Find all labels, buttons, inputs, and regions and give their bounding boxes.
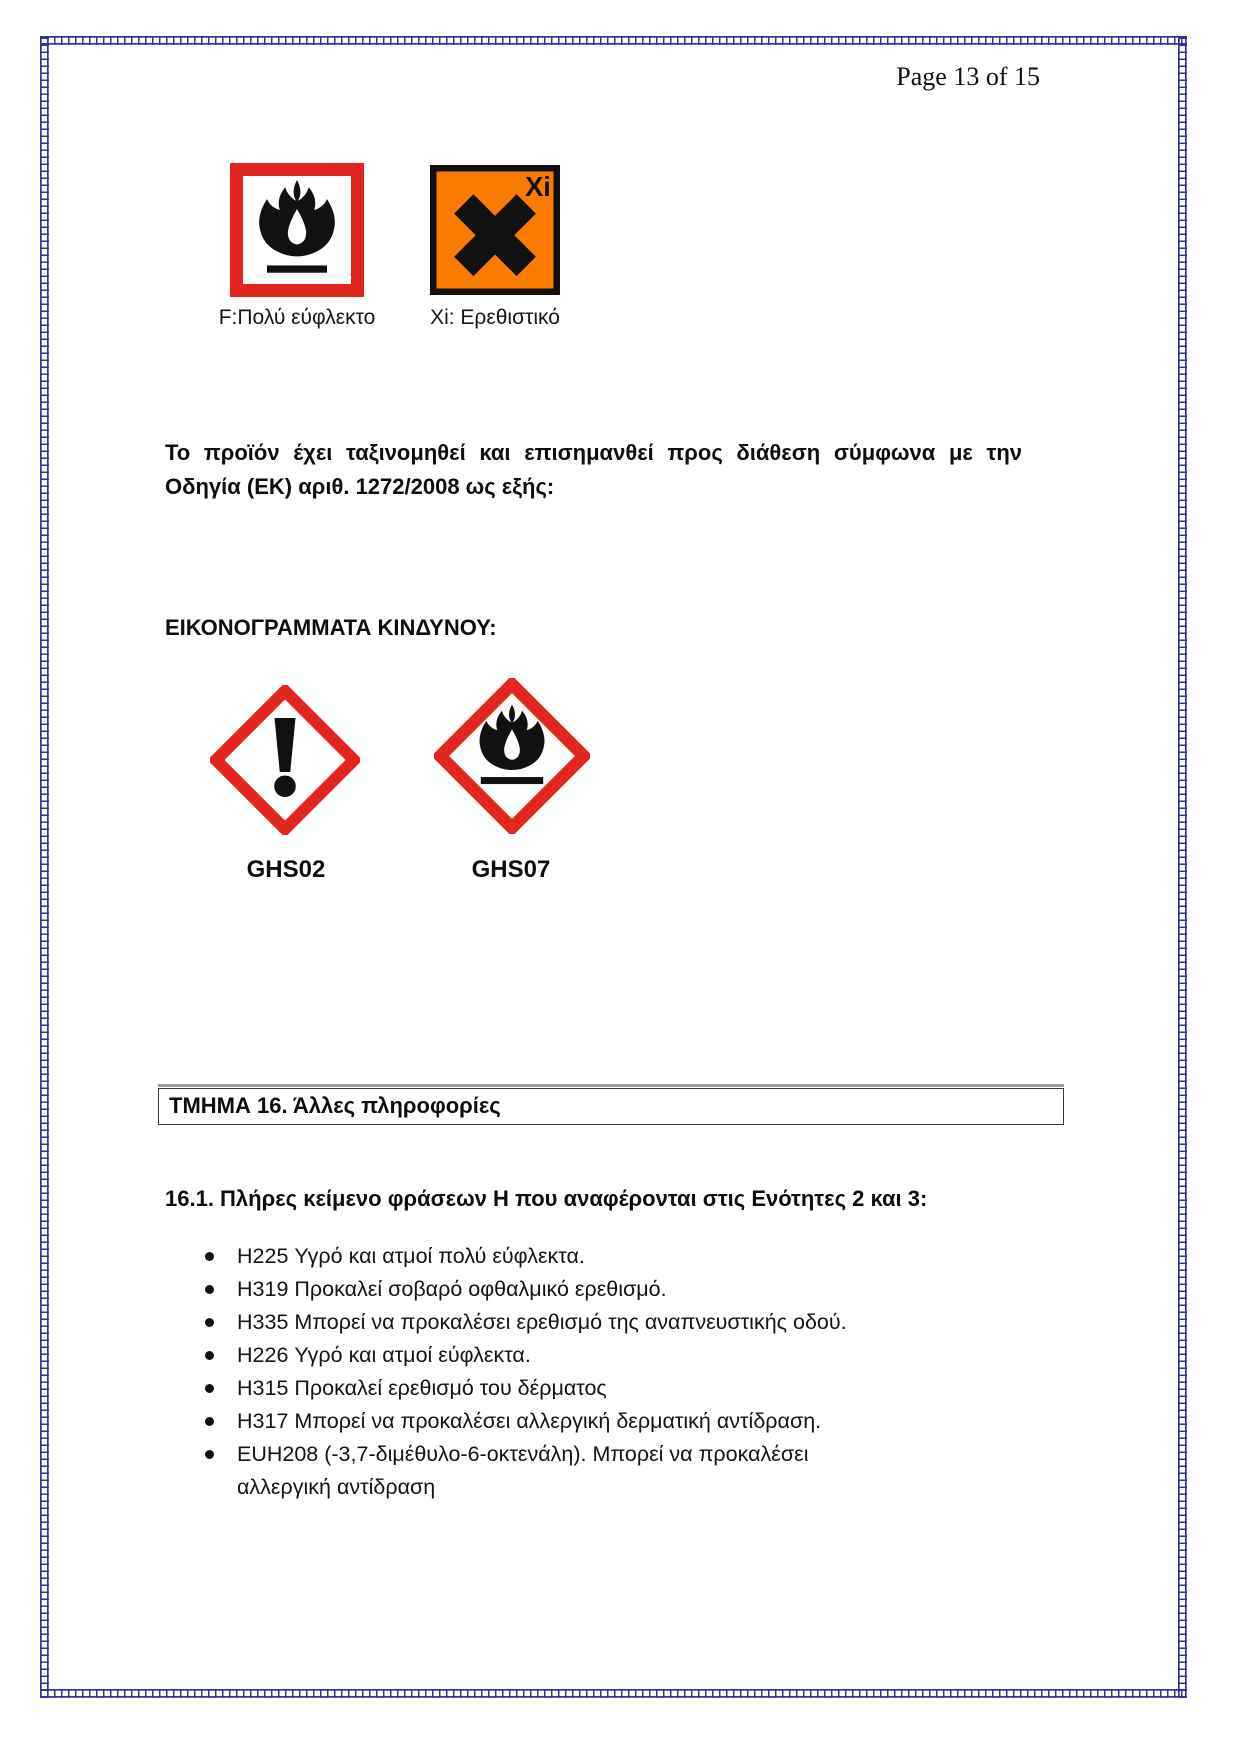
h-phrase-text: H335 Μπορεί να προκαλέσει ερεθισμό της αναπνευστικής οδού. <box>237 1310 847 1334</box>
exclamation-icon <box>210 685 360 835</box>
h-phrase-text: H317 Μπορεί να προκαλέσει αλλεργική δερματική αντίδραση. <box>237 1409 822 1433</box>
page-border-left <box>40 36 49 1698</box>
classification-paragraph: Το προϊόν έχει ταξινομηθεί και επισημανθεί προς διάθεση σύμφωνα με την Οδηγία (ΕΚ) αριθ. 1272/2008 ως εξής: <box>165 440 1022 499</box>
ghs02-label: GHS02 <box>246 856 326 883</box>
h-phrase-item <box>203 1438 903 1504</box>
h-phrase-item <box>203 1339 903 1372</box>
pictograms-heading: ΕΙΚΟΝΟΓΡΑΜΜΑΤΑ ΚΙΝΔΥΝΟΥ: <box>165 615 497 640</box>
ghs-pictogram-flame <box>434 678 590 839</box>
f-symbol-label: F:Πολύ εύφλεκτο <box>218 306 376 329</box>
h-phrase-item <box>203 1273 903 1306</box>
bullet-icon <box>205 1450 214 1459</box>
h-phrase-text: H315 Προκαλεί ερεθισμό του δέρματος <box>237 1376 607 1400</box>
h-phrase-item <box>203 1306 903 1339</box>
h-phrase-item <box>203 1240 903 1273</box>
bullet-icon <box>205 1384 214 1393</box>
section-16-header-box <box>158 1088 1064 1125</box>
h-phrase-text: H319 Προκαλεί σοβαρό οφθαλμικό ερεθισμό. <box>237 1277 667 1301</box>
flame-icon <box>434 678 590 834</box>
bullet-icon <box>205 1285 214 1294</box>
cross-icon <box>430 165 560 295</box>
section-16-title: ΤΜΗΜΑ 16. Άλλες πληροφορίες <box>169 1093 501 1118</box>
subsection-16-1-title: 16.1. Πλήρες κείμενο φράσεων H που αναφέρονται στις Ενότητες 2 και 3: <box>165 1186 928 1211</box>
bullet-icon <box>205 1351 214 1360</box>
h-phrase-text: H225 Υγρό και ατμοί πολύ εύφλεκτα. <box>237 1244 585 1268</box>
bullet-icon <box>205 1318 214 1327</box>
h-phrase-item <box>203 1405 903 1438</box>
bullet-icon <box>205 1417 214 1426</box>
ghs07-label: GHS07 <box>471 856 551 883</box>
page-border-right <box>1178 36 1187 1698</box>
page-border-bottom <box>40 1689 1187 1698</box>
h-phrase-text: H226 Υγρό και ατμοί εύφλεκτα. <box>237 1343 531 1367</box>
h-phrase-text: EUH208 (-3,7-διμέθυλο-6-οκτενάλη). Μπορεί να προκαλέσει αλλεργική αντίδραση <box>237 1442 809 1499</box>
bullet-icon <box>205 1252 214 1261</box>
page-border-top <box>40 36 1187 45</box>
h-phrase-item <box>203 1372 903 1405</box>
xi-irritant-symbol <box>430 165 560 295</box>
xi-symbol-label: Xi: Ερεθιστικό <box>430 306 560 329</box>
xi-code-text: Xi <box>525 171 551 203</box>
ghs-pictogram-exclamation <box>210 685 360 840</box>
page-number: Page 13 of 15 <box>896 62 1040 91</box>
h-phrases-list <box>203 1240 903 1504</box>
f-flammable-symbol <box>230 163 364 297</box>
flame-icon <box>251 180 343 280</box>
